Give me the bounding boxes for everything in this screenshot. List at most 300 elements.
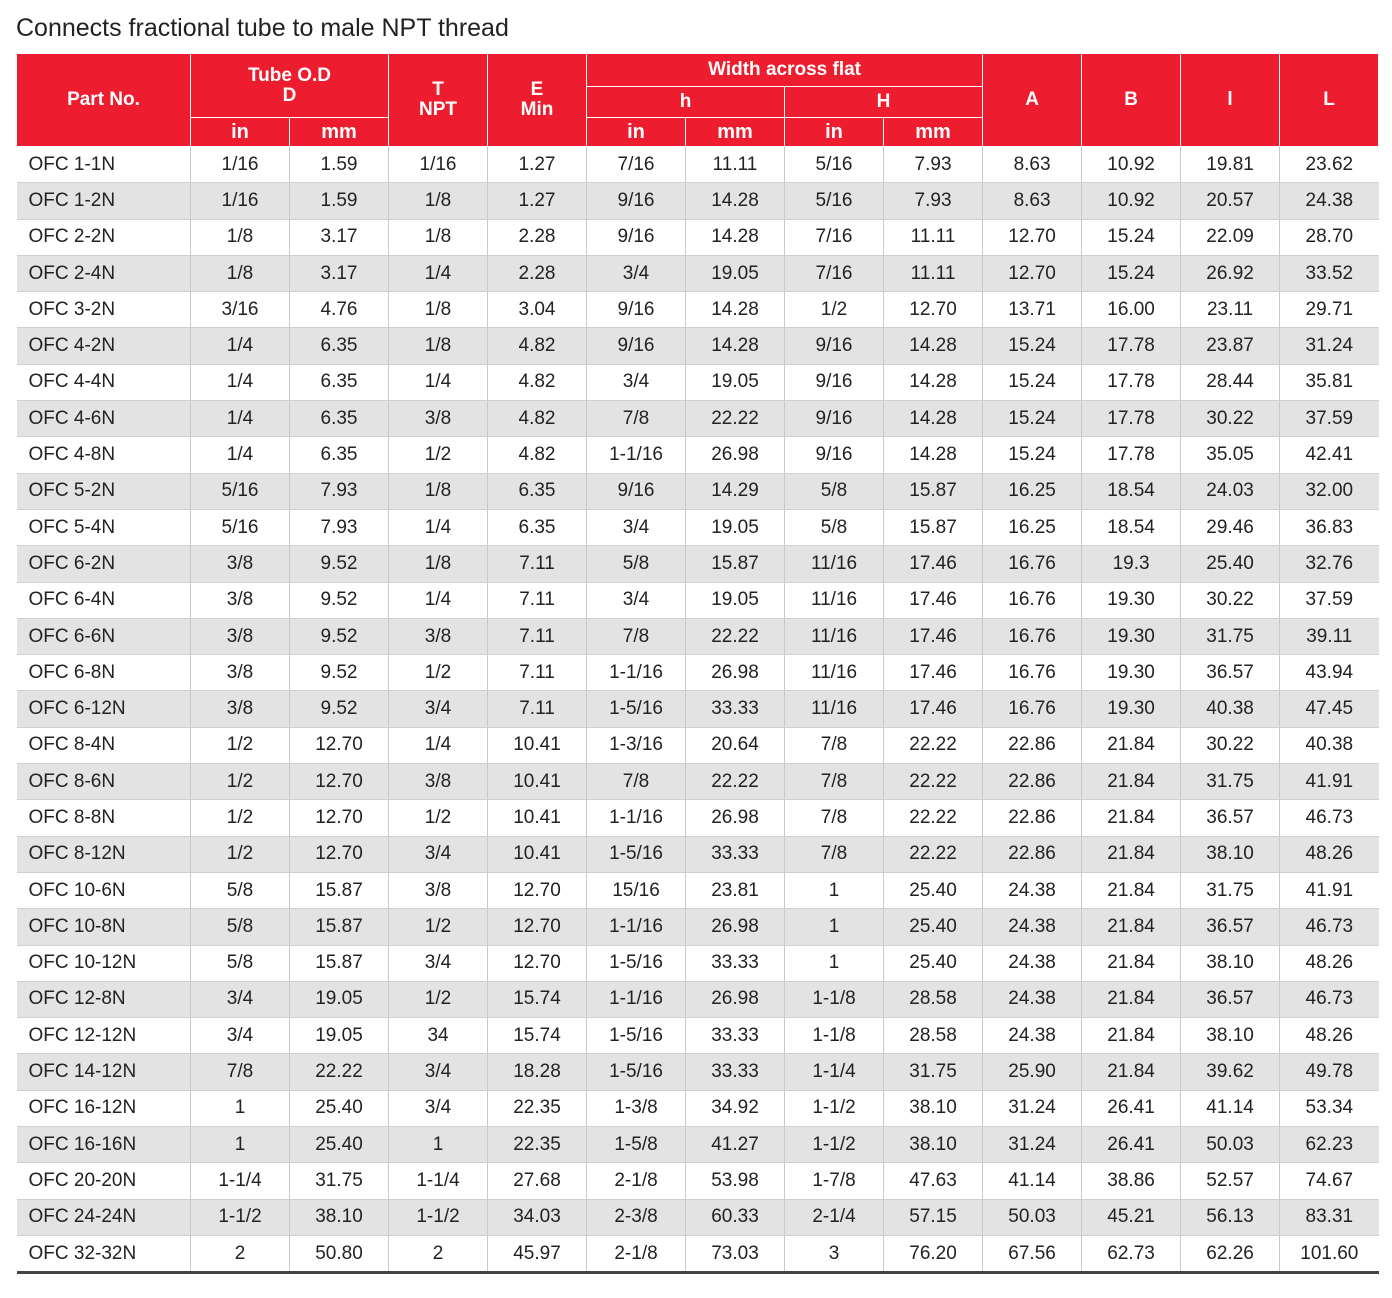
cell-l-small: 36.57 [1181,800,1280,836]
cell-a: 24.38 [983,872,1082,908]
cell-h-small-mm: 26.98 [686,437,785,473]
cell-t-npt: 1/4 [389,255,488,291]
cell-part-no: OFC 3-2N [17,292,191,328]
cell-h-big-in: 9/16 [785,401,884,437]
cell-h-big-in: 2-1/4 [785,1199,884,1235]
cell-h-small-in: 9/16 [587,292,686,328]
cell-e-min: 12.70 [488,872,587,908]
cell-a: 24.38 [983,909,1082,945]
cell-h-small-mm: 33.33 [686,1054,785,1090]
cell-tube-od-in: 3/8 [191,655,290,691]
cell-h-big-mm: 14.28 [884,364,983,400]
cell-t-npt: 1/2 [389,909,488,945]
cell-l-big: 37.59 [1280,582,1379,618]
cell-tube-od-in: 3/8 [191,546,290,582]
cell-e-min: 2.28 [488,255,587,291]
cell-t-npt: 1/4 [389,364,488,400]
cell-tube-od-mm: 25.40 [290,1090,389,1126]
cell-tube-od-in: 1/2 [191,727,290,763]
cell-h-big-in: 9/16 [785,437,884,473]
cell-l-small: 50.03 [1181,1127,1280,1163]
cell-part-no: OFC 4-6N [17,401,191,437]
cell-part-no: OFC 4-8N [17,437,191,473]
table-row [17,401,1379,437]
cell-tube-od-mm: 1.59 [290,183,389,219]
header-tube-od [191,54,389,118]
cell-b: 21.84 [1082,764,1181,800]
cell-l-big: 43.94 [1280,655,1379,691]
header-tube-od-label: Tube O.D [247,64,332,86]
table-header [17,54,1379,147]
cell-h-small-mm: 53.98 [686,1163,785,1199]
table-row [17,1018,1379,1054]
cell-b: 21.84 [1082,872,1181,908]
cell-h-small-in: 3/4 [587,364,686,400]
cell-l-small: 36.57 [1181,655,1280,691]
cell-e-min: 2.28 [488,219,587,255]
cell-tube-od-in: 3/16 [191,292,290,328]
cell-h-small-mm: 22.22 [686,401,785,437]
cell-part-no: OFC 24-24N [17,1199,191,1235]
cell-e-min: 1.27 [488,183,587,219]
cell-l-big: 35.81 [1280,364,1379,400]
cell-h-small-mm: 19.05 [686,509,785,545]
table-row [17,836,1379,872]
dimension-table [16,53,1379,1274]
cell-l-small: 23.87 [1181,328,1280,364]
table-row [17,219,1379,255]
cell-l-small: 31.75 [1181,618,1280,654]
cell-tube-od-mm: 38.10 [290,1199,389,1235]
cell-t-npt: 1/16 [389,147,488,183]
cell-e-min: 12.70 [488,909,587,945]
cell-h-big-mm: 7.93 [884,147,983,183]
table-row [17,909,1379,945]
cell-part-no: OFC 4-2N [17,328,191,364]
cell-part-no: OFC 2-4N [17,255,191,291]
cell-tube-od-mm: 25.40 [290,1127,389,1163]
header-tube-mm: mm [290,118,389,147]
cell-part-no: OFC 16-16N [17,1127,191,1163]
cell-t-npt: 3/8 [389,764,488,800]
cell-e-min: 7.11 [488,655,587,691]
cell-tube-od-mm: 7.93 [290,509,389,545]
cell-tube-od-in: 1 [191,1090,290,1126]
cell-tube-od-mm: 9.52 [290,618,389,654]
cell-h-small-in: 7/8 [587,764,686,800]
cell-a: 16.76 [983,655,1082,691]
cell-l-small: 31.75 [1181,872,1280,908]
cell-l-small: 26.92 [1181,255,1280,291]
cell-h-small-in: 1-5/16 [587,1054,686,1090]
cell-l-big: 28.70 [1280,219,1379,255]
cell-h-big-in: 11/16 [785,618,884,654]
cell-tube-od-mm: 12.70 [290,836,389,872]
cell-h-big-in: 1-1/4 [785,1054,884,1090]
cell-l-big: 36.83 [1280,509,1379,545]
cell-l-small: 41.14 [1181,1090,1280,1126]
cell-h-big-mm: 28.58 [884,981,983,1017]
cell-h-small-in: 1-5/16 [587,836,686,872]
cell-h-small-in: 9/16 [587,473,686,509]
cell-part-no: OFC 5-2N [17,473,191,509]
table-row [17,1199,1379,1235]
cell-e-min: 27.68 [488,1163,587,1199]
cell-h-small-mm: 22.22 [686,618,785,654]
cell-l-small: 39.62 [1181,1054,1280,1090]
cell-h-small-in: 7/8 [587,401,686,437]
cell-b: 21.84 [1082,836,1181,872]
cell-a: 24.38 [983,981,1082,1017]
cell-t-npt: 1-1/2 [389,1199,488,1235]
cell-h-small-in: 1-5/16 [587,691,686,727]
cell-tube-od-mm: 50.80 [290,1235,389,1272]
cell-tube-od-mm: 9.52 [290,582,389,618]
header-b: B [1082,54,1181,147]
cell-l-big: 47.45 [1280,691,1379,727]
cell-l-big: 49.78 [1280,1054,1379,1090]
header-tube-od-sub: D [282,84,297,106]
cell-e-min: 4.82 [488,328,587,364]
cell-h-big-in: 1 [785,909,884,945]
cell-h-big-mm: 76.20 [884,1235,983,1272]
cell-b: 21.84 [1082,800,1181,836]
cell-e-min: 22.35 [488,1127,587,1163]
cell-b: 21.84 [1082,1054,1181,1090]
cell-tube-od-mm: 15.87 [290,909,389,945]
cell-h-small-in: 1-1/16 [587,655,686,691]
cell-e-min: 22.35 [488,1090,587,1126]
cell-h-big-in: 5/16 [785,147,884,183]
table-row [17,691,1379,727]
cell-h-small-in: 3/4 [587,509,686,545]
cell-b: 19.30 [1082,618,1181,654]
cell-h-big-in: 5/8 [785,509,884,545]
cell-b: 19.30 [1082,582,1181,618]
cell-b: 19.30 [1082,655,1181,691]
cell-t-npt: 1/8 [389,219,488,255]
cell-h-small-in: 1-5/16 [587,945,686,981]
cell-part-no: OFC 32-32N [17,1235,191,1272]
cell-tube-od-in: 1/4 [191,328,290,364]
cell-t-npt: 3/4 [389,945,488,981]
cell-l-small: 35.05 [1181,437,1280,473]
cell-a: 12.70 [983,219,1082,255]
cell-b: 62.73 [1082,1235,1181,1272]
cell-h-small-in: 3/4 [587,255,686,291]
cell-e-min: 34.03 [488,1199,587,1235]
cell-e-min: 7.11 [488,691,587,727]
cell-h-small-in: 9/16 [587,183,686,219]
cell-h-small-mm: 14.28 [686,219,785,255]
cell-part-no: OFC 12-12N [17,1018,191,1054]
cell-t-npt: 1 [389,1127,488,1163]
cell-a: 41.14 [983,1163,1082,1199]
cell-h-small-mm: 14.29 [686,473,785,509]
cell-h-small-mm: 26.98 [686,655,785,691]
cell-a: 12.70 [983,255,1082,291]
cell-tube-od-in: 1/2 [191,764,290,800]
cell-h-small-mm: 14.28 [686,183,785,219]
cell-a: 16.76 [983,582,1082,618]
cell-part-no: OFC 2-2N [17,219,191,255]
cell-e-min: 3.04 [488,292,587,328]
cell-tube-od-mm: 6.35 [290,437,389,473]
cell-t-npt: 1/4 [389,582,488,618]
cell-b: 21.84 [1082,727,1181,763]
cell-e-min: 15.74 [488,1018,587,1054]
cell-e-min: 6.35 [488,509,587,545]
cell-a: 16.25 [983,509,1082,545]
cell-tube-od-mm: 19.05 [290,1018,389,1054]
cell-b: 18.54 [1082,509,1181,545]
cell-tube-od-in: 3/4 [191,1018,290,1054]
cell-b: 21.84 [1082,1018,1181,1054]
cell-h-small-in: 1-1/16 [587,981,686,1017]
cell-l-big: 46.73 [1280,909,1379,945]
cell-h-big-mm: 14.28 [884,401,983,437]
cell-l-big: 29.71 [1280,292,1379,328]
cell-b: 21.84 [1082,909,1181,945]
cell-l-big: 33.52 [1280,255,1379,291]
cell-b: 17.78 [1082,401,1181,437]
cell-h-big-in: 1 [785,945,884,981]
cell-h-big-mm: 31.75 [884,1054,983,1090]
cell-h-small-in: 1-5/16 [587,1018,686,1054]
cell-h-big-mm: 25.40 [884,872,983,908]
cell-part-no: OFC 20-20N [17,1163,191,1199]
cell-l-small: 25.40 [1181,546,1280,582]
cell-b: 17.78 [1082,364,1181,400]
cell-e-min: 10.41 [488,764,587,800]
cell-tube-od-in: 1/4 [191,437,290,473]
table-row [17,872,1379,908]
cell-part-no: OFC 1-1N [17,147,191,183]
cell-part-no: OFC 5-4N [17,509,191,545]
cell-b: 17.78 [1082,437,1181,473]
cell-l-big: 101.60 [1280,1235,1379,1272]
cell-h-big-in: 1-1/8 [785,981,884,1017]
cell-e-min: 18.28 [488,1054,587,1090]
cell-l-small: 28.44 [1181,364,1280,400]
header-e-min [488,54,587,147]
cell-h-big-in: 9/16 [785,328,884,364]
cell-h-small-in: 1-1/16 [587,437,686,473]
cell-a: 16.76 [983,691,1082,727]
cell-t-npt: 3/4 [389,691,488,727]
cell-h-big-in: 11/16 [785,582,884,618]
table-row [17,945,1379,981]
table-row [17,364,1379,400]
cell-h-small-in: 15/16 [587,872,686,908]
header-l-small: l [1181,54,1280,147]
cell-e-min: 10.41 [488,836,587,872]
cell-h-big-in: 1-1/2 [785,1127,884,1163]
cell-l-big: 32.76 [1280,546,1379,582]
cell-h-small-mm: 11.11 [686,147,785,183]
header-min-label: Min [520,99,554,120]
cell-h-big-mm: 15.87 [884,509,983,545]
cell-l-small: 52.57 [1181,1163,1280,1199]
table-row [17,800,1379,836]
cell-h-big-mm: 25.40 [884,909,983,945]
cell-tube-od-mm: 9.52 [290,691,389,727]
cell-h-small-mm: 15.87 [686,546,785,582]
cell-t-npt: 1/2 [389,981,488,1017]
cell-b: 15.24 [1082,219,1181,255]
cell-h-small-mm: 19.05 [686,255,785,291]
table-row [17,1054,1379,1090]
cell-a: 13.71 [983,292,1082,328]
cell-a: 22.86 [983,836,1082,872]
table-row [17,183,1379,219]
cell-h-big-in: 7/16 [785,255,884,291]
cell-tube-od-in: 3/8 [191,582,290,618]
cell-e-min: 7.11 [488,582,587,618]
table-row [17,1090,1379,1126]
cell-a: 24.38 [983,945,1082,981]
cell-a: 15.24 [983,437,1082,473]
cell-b: 26.41 [1082,1127,1181,1163]
cell-l-small: 30.22 [1181,582,1280,618]
table-row [17,655,1379,691]
cell-tube-od-mm: 12.70 [290,800,389,836]
cell-h-small-in: 2-1/8 [587,1235,686,1272]
cell-tube-od-in: 3/8 [191,618,290,654]
header-t-label: T [432,79,444,100]
cell-b: 10.92 [1082,147,1181,183]
cell-l-big: 31.24 [1280,328,1379,364]
cell-l-big: 39.11 [1280,618,1379,654]
cell-e-min: 1.27 [488,147,587,183]
cell-h-big-in: 7/8 [785,800,884,836]
cell-h-big-mm: 14.28 [884,328,983,364]
cell-tube-od-in: 2 [191,1235,290,1272]
cell-h-big-in: 1-1/8 [785,1018,884,1054]
cell-b: 45.21 [1082,1199,1181,1235]
table-row [17,509,1379,545]
cell-l-small: 23.11 [1181,292,1280,328]
cell-h-small-mm: 33.33 [686,691,785,727]
cell-h-small-in: 3/4 [587,582,686,618]
cell-tube-od-mm: 6.35 [290,328,389,364]
cell-h-big-mm: 22.22 [884,800,983,836]
cell-l-big: 41.91 [1280,764,1379,800]
cell-t-npt: 1/8 [389,183,488,219]
table-row [17,618,1379,654]
cell-e-min: 4.82 [488,401,587,437]
cell-tube-od-in: 1/16 [191,183,290,219]
header-l-big: L [1280,54,1379,147]
table-row [17,1235,1379,1272]
cell-part-no: OFC 10-12N [17,945,191,981]
cell-part-no: OFC 6-12N [17,691,191,727]
cell-tube-od-mm: 15.87 [290,872,389,908]
cell-tube-od-mm: 12.70 [290,764,389,800]
cell-h-small-mm: 19.05 [686,582,785,618]
cell-tube-od-mm: 1.59 [290,147,389,183]
table-row [17,1127,1379,1163]
cell-t-npt: 1/8 [389,473,488,509]
cell-b: 21.84 [1082,945,1181,981]
cell-b: 19.3 [1082,546,1181,582]
dimension-table-container [16,53,1378,1274]
cell-a: 16.25 [983,473,1082,509]
cell-l-small: 56.13 [1181,1199,1280,1235]
cell-a: 24.38 [983,1018,1082,1054]
cell-h-big-mm: 17.46 [884,691,983,727]
cell-l-small: 38.10 [1181,1018,1280,1054]
cell-t-npt: 1/2 [389,655,488,691]
cell-a: 22.86 [983,800,1082,836]
cell-e-min: 6.35 [488,473,587,509]
cell-h-small-mm: 33.33 [686,836,785,872]
cell-tube-od-mm: 9.52 [290,546,389,582]
cell-l-big: 24.38 [1280,183,1379,219]
cell-b: 21.84 [1082,981,1181,1017]
cell-h-big-in: 5/8 [785,473,884,509]
cell-part-no: OFC 6-8N [17,655,191,691]
cell-a: 22.86 [983,727,1082,763]
cell-h-small-mm: 26.98 [686,909,785,945]
cell-h-big-mm: 11.11 [884,219,983,255]
cell-b: 17.78 [1082,328,1181,364]
cell-part-no: OFC 8-12N [17,836,191,872]
cell-a: 67.56 [983,1235,1082,1272]
cell-t-npt: 3/4 [389,1054,488,1090]
cell-t-npt: 1/4 [389,509,488,545]
cell-a: 50.03 [983,1199,1082,1235]
cell-h-small-in: 1-3/8 [587,1090,686,1126]
cell-h-small-in: 9/16 [587,328,686,364]
cell-h-big-in: 11/16 [785,546,884,582]
cell-h-big-in: 7/8 [785,727,884,763]
cell-h-big-in: 1 [785,872,884,908]
cell-l-small: 29.46 [1181,509,1280,545]
cell-l-big: 74.67 [1280,1163,1379,1199]
cell-e-min: 10.41 [488,727,587,763]
header-tube-in: in [191,118,290,147]
cell-h-small-in: 2-1/8 [587,1163,686,1199]
cell-h-big-in: 7/16 [785,219,884,255]
header-part-no: Part No. [17,54,191,147]
cell-tube-od-mm: 6.35 [290,401,389,437]
cell-tube-od-in: 1-1/2 [191,1199,290,1235]
cell-a: 25.90 [983,1054,1082,1090]
cell-t-npt: 3/8 [389,401,488,437]
cell-part-no: OFC 10-8N [17,909,191,945]
cell-h-big-mm: 28.58 [884,1018,983,1054]
cell-a: 15.24 [983,401,1082,437]
header-h-small: h [587,87,785,118]
cell-t-npt: 3/8 [389,618,488,654]
cell-l-big: 48.26 [1280,945,1379,981]
cell-l-small: 19.81 [1181,147,1280,183]
cell-tube-od-in: 1/2 [191,800,290,836]
cell-tube-od-in: 1-1/4 [191,1163,290,1199]
cell-tube-od-mm: 22.22 [290,1054,389,1090]
cell-a: 31.24 [983,1127,1082,1163]
cell-h-big-mm: 22.22 [884,727,983,763]
cell-l-small: 38.10 [1181,945,1280,981]
cell-t-npt: 1/2 [389,437,488,473]
cell-h-small-mm: 41.27 [686,1127,785,1163]
cell-h-small-mm: 34.92 [686,1090,785,1126]
cell-b: 38.86 [1082,1163,1181,1199]
cell-t-npt: 1/8 [389,546,488,582]
cell-h-big-mm: 17.46 [884,582,983,618]
cell-tube-od-mm: 3.17 [290,255,389,291]
